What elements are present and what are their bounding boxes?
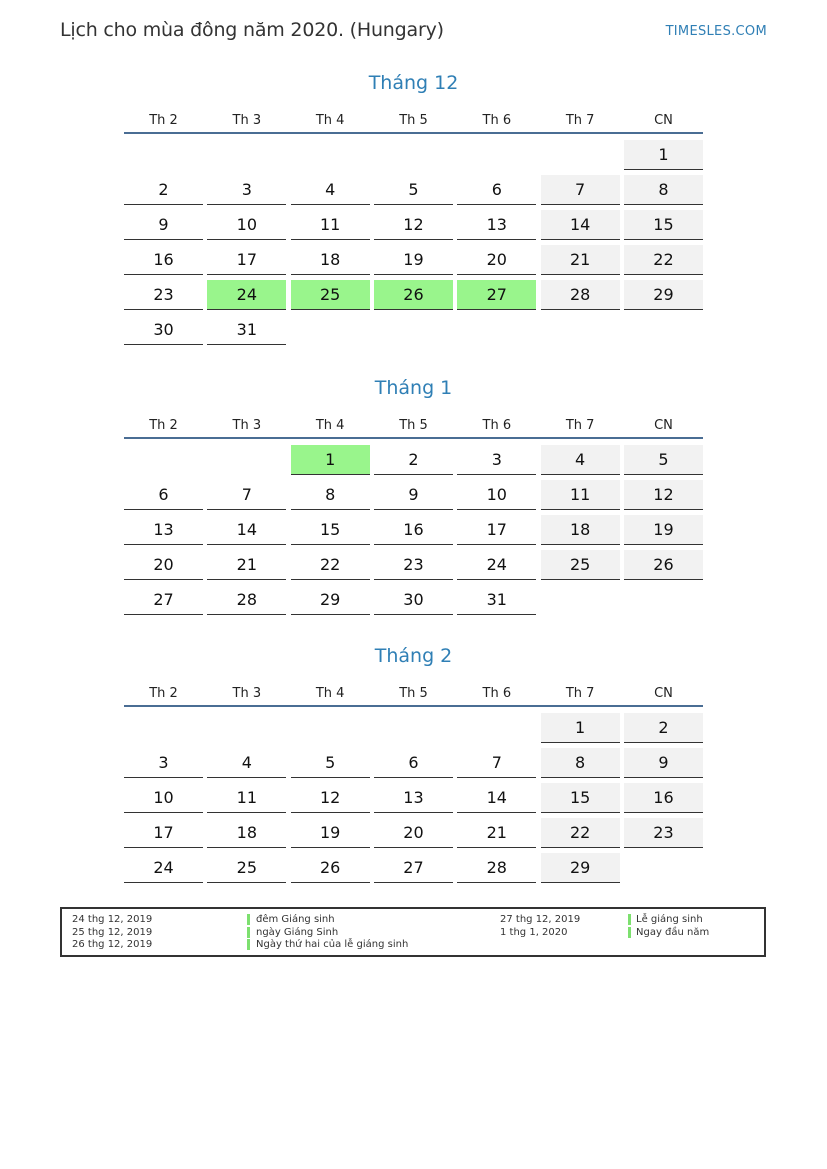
day-cell[interactable]: 11 — [291, 210, 370, 240]
empty-cell — [124, 140, 203, 170]
day-cell[interactable]: 4 — [207, 748, 286, 778]
legend-date: 26 thg 12, 2019 — [72, 939, 153, 950]
day-cell[interactable]: 17 — [457, 515, 536, 545]
empty-cell — [207, 713, 286, 743]
day-cell[interactable]: 11 — [541, 480, 620, 510]
day-cell[interactable]: 24 — [457, 550, 536, 580]
weekday-label: Th 3 — [232, 418, 262, 433]
empty-cell — [124, 445, 203, 475]
day-cell[interactable]: 6 — [457, 175, 536, 205]
weekday-label: Th 7 — [565, 113, 595, 128]
day-cell[interactable]: 15 — [624, 210, 703, 240]
day-cell[interactable]: 14 — [457, 783, 536, 813]
day-cell[interactable]: 5 — [291, 748, 370, 778]
day-cell[interactable]: 5 — [374, 175, 453, 205]
day-cell[interactable]: 13 — [457, 210, 536, 240]
empty-cell — [541, 140, 620, 170]
weekday-label: Th 5 — [399, 418, 428, 433]
weekday-label: Th 4 — [315, 113, 345, 128]
day-cell[interactable]: 3 — [457, 445, 536, 475]
legend-holiday-name: Ngày thứ hai của lễ giáng sinh — [256, 939, 409, 950]
legend-holiday-name: ngày Giáng Sinh — [256, 927, 339, 938]
day-cell[interactable]: 28 — [207, 585, 286, 615]
day-cell[interactable]: 22 — [624, 245, 703, 275]
day-cell[interactable]: 4 — [541, 445, 620, 475]
month-december — [124, 70, 703, 345]
day-cell[interactable]: 1 — [541, 713, 620, 743]
day-cell[interactable]: 7 — [457, 748, 536, 778]
day-cell[interactable]: 18 — [207, 818, 286, 848]
day-cell[interactable]: 24 — [207, 280, 286, 310]
holiday-color-marker — [628, 914, 631, 925]
day-cell[interactable]: 1 — [291, 445, 370, 475]
empty-cell — [291, 140, 370, 170]
day-cell[interactable]: 25 — [207, 853, 286, 883]
day-cell[interactable]: 28 — [541, 280, 620, 310]
day-cell[interactable]: 27 — [124, 585, 203, 615]
legend-date: 24 thg 12, 2019 — [72, 914, 153, 925]
holiday-legend — [60, 907, 766, 957]
empty-cell — [207, 445, 286, 475]
weekday-label: Th 5 — [399, 686, 428, 701]
day-cell[interactable]: 14 — [207, 515, 286, 545]
day-cell[interactable]: 29 — [541, 853, 620, 883]
day-cell[interactable]: 25 — [541, 550, 620, 580]
day-cell[interactable]: 2 — [124, 175, 203, 205]
weekday-header — [124, 110, 703, 134]
weekday-label: Th 6 — [482, 113, 512, 128]
day-cell[interactable]: 27 — [457, 280, 536, 310]
day-cell[interactable]: 19 — [291, 818, 370, 848]
day-cell[interactable]: 3 — [207, 175, 286, 205]
day-cell[interactable]: 3 — [124, 748, 203, 778]
holiday-color-marker — [628, 927, 631, 938]
day-cell[interactable]: 22 — [291, 550, 370, 580]
day-cell[interactable]: 16 — [374, 515, 453, 545]
day-cell[interactable]: 8 — [541, 748, 620, 778]
weekday-header — [124, 415, 703, 439]
day-cell[interactable]: 26 — [291, 853, 370, 883]
day-cell[interactable]: 19 — [374, 245, 453, 275]
day-cell[interactable]: 22 — [541, 818, 620, 848]
day-cell[interactable]: 2 — [624, 713, 703, 743]
day-cell[interactable]: 4 — [291, 175, 370, 205]
day-cell[interactable]: 19 — [624, 515, 703, 545]
day-cell[interactable]: 16 — [624, 783, 703, 813]
day-cell[interactable]: 29 — [291, 585, 370, 615]
legend-date: 1 thg 1, 2020 — [500, 927, 568, 938]
empty-cell — [207, 140, 286, 170]
weekday-label: Th 5 — [399, 113, 428, 128]
day-cell[interactable]: 26 — [624, 550, 703, 580]
day-cell[interactable]: 31 — [457, 585, 536, 615]
day-cell[interactable]: 6 — [374, 748, 453, 778]
day-cell[interactable]: 7 — [541, 175, 620, 205]
weekday-label: Th 3 — [232, 113, 262, 128]
day-cell[interactable]: 24 — [124, 853, 203, 883]
day-cell[interactable]: 6 — [124, 480, 203, 510]
weekday-header — [124, 683, 703, 707]
legend-holiday-name: Ngay đầu năm — [636, 927, 710, 938]
day-cell[interactable]: 30 — [374, 585, 453, 615]
day-cell[interactable]: 30 — [124, 315, 203, 345]
day-cell[interactable]: 31 — [207, 315, 286, 345]
day-cell[interactable]: 16 — [124, 245, 203, 275]
day-cell[interactable]: 10 — [124, 783, 203, 813]
day-cell[interactable]: 13 — [374, 783, 453, 813]
day-cell[interactable]: 23 — [124, 280, 203, 310]
holiday-color-marker — [247, 939, 250, 950]
holiday-color-marker — [247, 914, 250, 925]
day-cell[interactable]: 10 — [207, 210, 286, 240]
legend-date: 25 thg 12, 2019 — [72, 927, 153, 938]
weekday-label: CN — [654, 418, 673, 433]
day-grid — [124, 713, 703, 883]
day-cell[interactable]: 20 — [124, 550, 203, 580]
empty-cell — [457, 140, 536, 170]
empty-cell — [374, 140, 453, 170]
day-cell[interactable]: 12 — [291, 783, 370, 813]
month-title: Tháng 1 — [374, 377, 453, 399]
day-cell[interactable]: 17 — [207, 245, 286, 275]
day-cell[interactable]: 9 — [124, 210, 203, 240]
day-cell[interactable]: 21 — [207, 550, 286, 580]
day-cell[interactable]: 23 — [374, 550, 453, 580]
day-cell[interactable]: 26 — [374, 280, 453, 310]
day-cell[interactable]: 23 — [624, 818, 703, 848]
day-cell[interactable]: 7 — [207, 480, 286, 510]
day-cell[interactable]: 11 — [207, 783, 286, 813]
day-cell[interactable]: 25 — [291, 280, 370, 310]
day-cell[interactable]: 17 — [124, 818, 203, 848]
day-cell[interactable]: 18 — [291, 245, 370, 275]
day-cell[interactable]: 12 — [374, 210, 453, 240]
weekday-label: Th 7 — [565, 418, 595, 433]
day-cell[interactable]: 9 — [374, 480, 453, 510]
day-cell[interactable]: 20 — [374, 818, 453, 848]
month-title: Tháng 2 — [374, 645, 453, 667]
day-cell[interactable]: 21 — [457, 818, 536, 848]
day-cell[interactable]: 5 — [624, 445, 703, 475]
day-cell[interactable]: 10 — [457, 480, 536, 510]
legend-holiday-name: Lễ giáng sinh — [636, 914, 703, 925]
day-cell[interactable]: 8 — [624, 175, 703, 205]
holiday-color-marker — [247, 927, 250, 938]
month-february — [124, 643, 703, 883]
day-grid — [124, 140, 703, 345]
day-cell[interactable]: 15 — [541, 783, 620, 813]
legend-holiday-name: đêm Giáng sinh — [256, 914, 335, 925]
weekday-label: Th 4 — [315, 418, 345, 433]
day-grid — [124, 445, 703, 615]
day-cell[interactable]: 1 — [624, 140, 703, 170]
day-cell[interactable]: 2 — [374, 445, 453, 475]
empty-cell — [124, 713, 203, 743]
brand-link[interactable]: TIMESLES.COM — [665, 24, 767, 39]
weekday-label: Th 4 — [315, 686, 345, 701]
empty-cell — [291, 713, 370, 743]
page-title: Lịch cho mùa đông năm 2020. (Hungary) — [60, 19, 444, 41]
weekday-label: Th 3 — [232, 686, 262, 701]
weekday-label: Th 6 — [482, 418, 512, 433]
weekday-label: CN — [654, 113, 673, 128]
day-cell[interactable]: 18 — [541, 515, 620, 545]
day-cell[interactable]: 9 — [624, 748, 703, 778]
month-title: Tháng 12 — [368, 72, 459, 94]
day-cell[interactable]: 14 — [541, 210, 620, 240]
day-cell[interactable]: 28 — [457, 853, 536, 883]
day-cell[interactable]: 27 — [374, 853, 453, 883]
weekday-label: Th 2 — [149, 113, 178, 128]
weekday-label: Th 7 — [565, 686, 595, 701]
day-cell[interactable]: 8 — [291, 480, 370, 510]
day-cell[interactable]: 15 — [291, 515, 370, 545]
day-cell[interactable]: 29 — [624, 280, 703, 310]
empty-cell — [457, 713, 536, 743]
weekday-label: Th 6 — [482, 686, 512, 701]
empty-cell — [374, 713, 453, 743]
weekday-label: Th 2 — [149, 686, 178, 701]
weekday-label: CN — [654, 686, 673, 701]
day-cell[interactable]: 12 — [624, 480, 703, 510]
legend-date: 27 thg 12, 2019 — [500, 914, 581, 925]
weekday-label: Th 2 — [149, 418, 178, 433]
month-january — [124, 375, 703, 615]
day-cell[interactable]: 13 — [124, 515, 203, 545]
day-cell[interactable]: 20 — [457, 245, 536, 275]
day-cell[interactable]: 21 — [541, 245, 620, 275]
